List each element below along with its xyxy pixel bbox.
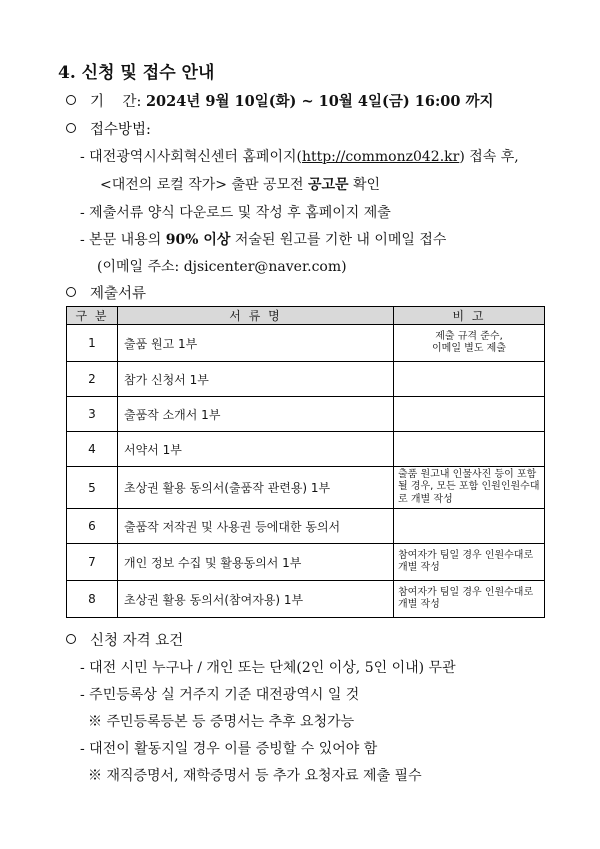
method-line-1-text: - 대전광역시사회혁신센터 홈페이지(	[80, 149, 302, 165]
row-document: 서약서 1부	[118, 432, 394, 467]
table-row	[67, 467, 545, 509]
table-row	[67, 432, 545, 467]
row-note	[394, 397, 545, 432]
table-row	[67, 325, 545, 362]
eligibility-line-1: - 대전 시민 누구나 / 개인 또는 단체(2인 이상, 5인 이내) 무관	[80, 660, 456, 676]
homepage-link[interactable]: http://commonz042.kr	[301, 149, 460, 165]
header-document-name: 서 류 명	[118, 307, 394, 325]
eligibility-note-1: ※ 주민등록등본 등 증명서는 추후 요청가능	[88, 714, 355, 730]
percent-bold: 90% 이상	[165, 232, 231, 248]
row-note: 출품 원고내 인물사진 등이 포함될 경우, 모든 포함 인원인원수대로 개별 작성	[394, 467, 545, 509]
table-row	[67, 397, 545, 432]
header-division: 구 분	[67, 307, 118, 325]
method-line-1-suffix: ) 접속 후,	[459, 149, 519, 165]
method-line-4-suffix: 저술된 원고를 기한 내 이메일 접수	[230, 232, 447, 248]
row-number: 4	[67, 432, 118, 467]
row-note	[394, 432, 545, 467]
row-document: 초상권 활용 동의서(참여자용) 1부	[118, 581, 394, 618]
notice-bold: 공고문	[308, 177, 349, 193]
row-number: 8	[67, 581, 118, 618]
table-row	[67, 362, 545, 397]
row-number: 2	[67, 362, 118, 397]
method-line-2-text: <대전의 로컬 작가> 출판 공모전	[100, 177, 308, 193]
circle-bullet-icon	[66, 123, 76, 133]
method-line-4	[80, 229, 446, 249]
row-document: 초상권 활용 동의서(출품작 관련용) 1부	[118, 467, 394, 509]
row-note: 제출 규격 준수, 이메일 별도 제출	[394, 325, 545, 362]
row-note: 참여자가 팀일 경우 인원수대로 개별 작성	[394, 581, 545, 618]
method-line-3: - 제출서류 양식 다운로드 및 작성 후 홈페이지 제출	[80, 205, 391, 221]
circle-bullet-icon	[66, 95, 76, 105]
method-line-2	[100, 174, 380, 194]
method-line-4-text: - 본문 내용의	[80, 232, 166, 248]
row-document: 출품 원고 1부	[118, 325, 394, 362]
eligibility-note-2: ※ 재직증명서, 재학증명서 등 추가 요청자료 제출 필수	[88, 768, 422, 784]
row-number: 7	[67, 544, 118, 581]
row-document: 출품작 소개서 1부	[118, 397, 394, 432]
method-line-1	[80, 146, 519, 166]
row-note	[394, 509, 545, 544]
row-document: 개인 정보 수집 및 활용동의서 1부	[118, 544, 394, 581]
method-label: 접수방법:	[90, 122, 151, 138]
row-number: 1	[67, 325, 118, 362]
eligibility-label: 신청 자격 요건	[90, 633, 184, 649]
row-number: 6	[67, 509, 118, 544]
header-remarks: 비 고	[394, 307, 545, 325]
row-document: 참가 신청서 1부	[118, 362, 394, 397]
period-line	[66, 90, 494, 111]
circle-bullet-icon	[66, 287, 76, 297]
period-label: 기 간:	[90, 94, 142, 110]
row-note	[394, 362, 545, 397]
email-line: (이메일 주소: djsicenter@naver.com)	[97, 259, 347, 275]
row-number: 5	[67, 467, 118, 509]
circle-bullet-icon	[66, 634, 76, 644]
eligibility-heading	[66, 629, 183, 650]
table-row	[67, 544, 545, 581]
period-value: 2024년 9월 10일(화) ~ 10월 4일(금) 16:00 까지	[145, 93, 494, 110]
docs-label: 제출서류	[90, 286, 147, 302]
docs-heading	[66, 282, 146, 303]
section-title: 4. 신청 및 접수 안내	[58, 63, 215, 83]
row-document: 출품작 저작권 및 사용권 등에대한 동의서	[118, 509, 394, 544]
method-heading	[66, 118, 151, 139]
table-row	[67, 581, 545, 618]
eligibility-line-2: - 주민등록상 실 거주지 기준 대전광역시 일 것	[80, 687, 360, 703]
method-line-2-suffix: 확인	[348, 177, 381, 193]
eligibility-line-3: - 대전이 활동지일 경우 이를 증빙할 수 있어야 함	[80, 741, 378, 757]
table-row	[67, 509, 545, 544]
documents-table	[66, 306, 545, 618]
row-number: 3	[67, 397, 118, 432]
table-header-row	[67, 307, 545, 325]
row-note: 참여자가 팀일 경우 인원수대로 개별 작성	[394, 544, 545, 581]
